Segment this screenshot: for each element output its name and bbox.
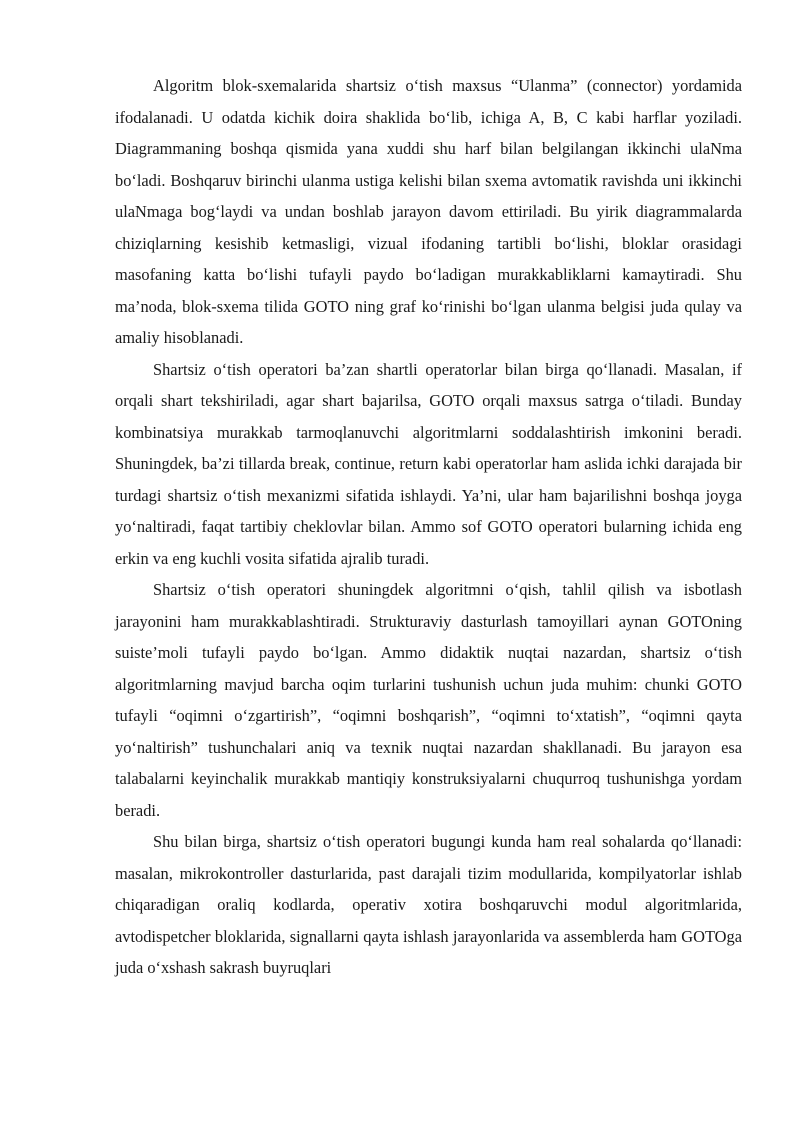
paragraph-ulanma-connector: Algoritm blok-sxemalarida shartsiz o‘tish maxsus “Ulanma” (connector) yordamida ifodalanadi. U odatda kichik doira shaklida bo‘lib, ichiga A, B, C kabi harflar yoziladi. Diagrammaning boshqa qismida yana xuddi shu harf bilan belgilangan ikkinchi ulaNma bo‘ladi. Boshqaruv birinchi ulanma ustiga kelishi bilan sxema avtomatik ravishda uni ikkinchi ulaNmaga bog‘laydi va undan boshlab jarayon davom ettiriladi. Bu yirik diagrammalarda chiziqlarning kesishib ketmasligi, vizual ifodaning tartibli bo‘lishi, bloklar orasidagi masofaning katta bo‘lishi tufayli paydo bo‘ladigan murakkabliklarni kamaytiradi. Shu ma’noda, blok-sxema tilida GOTO ning graf ko‘rinishi bo‘lgan ulanma belgisi juda qulay va amaliy hisoblanadi. xyxy=(115,76,742,347)
paragraph-conditional-goto: Shartsiz o‘tish operatori ba’zan shartli operatorlar bilan birga qo‘llanadi. Masalan, if orqali shart tekshiriladi, agar shart bajarilsa, GOTO orqali maxsus satrga o‘tiladi. Bunday kombinatsiya murakkab tarmoqlanuvchi algoritmlarni soddalashtirish imkonini beradi. Shuningdek, ba’zi tillarda break, continue, return kabi operatorlar ham aslida ichki darajada bir turdagi shartsiz o‘tish mexanizmi sifatida ishlaydi. Ya’ni, ular ham bajarilishni boshqa joyga yo‘naltiradi, faqat tartibiy cheklovlar bilan. Ammo sof GOTO operatori bularning ichida eng erkin va eng kuchli vosita sifatida ajralib turadi. xyxy=(115,359,742,568)
document-page xyxy=(115,70,742,984)
paragraph-real-world-usage: Shu bilan birga, shartsiz o‘tish operatori bugungi kunda ham real sohalarda qo‘llanadi: masalan, mikrokontroller dasturlarida, past darajali tizim modullarida, kompilyatorlar ishlab chiqaradigan oraliq kodlarda, operativ xotira boshqaruvchi modul algoritmlarida, avtodispetcher bloklarida, signallarni qayta ishlash jarayonlarida va assemblerda ham GOTOga juda o‘xshash sakrash buyruqlari xyxy=(115,832,742,977)
paragraph-structured-programming: Shartsiz o‘tish operatori shuningdek algoritmni o‘qish, tahlil qilish va isbotlash jarayonini ham murakkablashtiradi. Strukturaviy dasturlash tamoyillari aynan GOTOning suiste’moli tufayli paydo bo‘lgan. Ammo didaktik nuqtai nazardan, shartsiz o‘tish algoritmlarning mavjud barcha oqim turlarini tushunish uchun juda muhim: chunki GOTO tufayli “oqimni o‘zgartirish”, “oqimni boshqarish”, “oqimni to‘xtatish”, “oqimni qayta yo‘naltirish” tushunchalari aniq va texnik nuqtai nazardan shakllanadi. Bu jarayon esa talabalarni keyinchalik murakkab mantiqiy konstruksiyalarni chuqurroq tushunishga yordam beradi. xyxy=(115,580,742,820)
